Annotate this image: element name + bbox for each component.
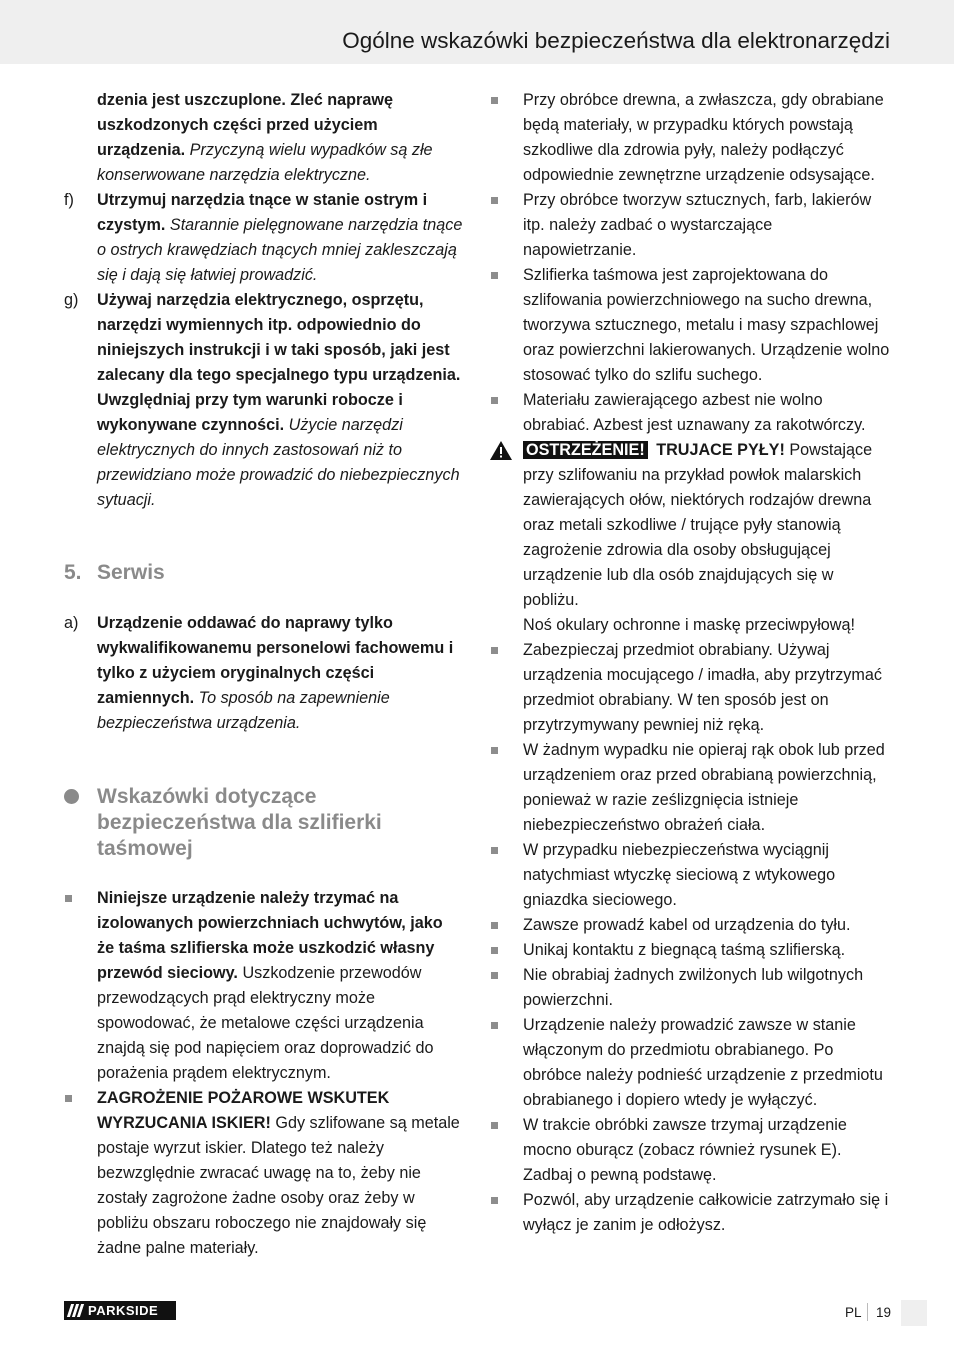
item-text: Przy obróbce tworzyw sztucznych, farb, lakierów itp. należy zadbać o wystarczające napowietrzanie.	[523, 191, 872, 259]
bullet-square-icon	[491, 847, 498, 854]
language-code: PL	[845, 1305, 862, 1320]
bullet-square-icon	[491, 197, 498, 204]
item-text: Szlifierka taśmowa jest zaprojektowana do szlifowania powierzchniowego na sucho drewna, tworzywa sztucznego, metalu i masy szpachlowej oraz powierzchni lakierowanych. Urządzenie wolno stosować tylko do szlifu suchego.	[523, 266, 890, 384]
item-italic-text: Starannie pielęgnowane narzędzia tnące o ostrych krawędziach tnących mniej zakleszczają się i dają się łatwiej prowadzić.	[97, 216, 463, 284]
right-column	[490, 88, 890, 1238]
list-item	[490, 638, 890, 738]
section-heading-serwis	[64, 560, 464, 586]
list-item	[490, 263, 890, 388]
footer-gray-box	[901, 1300, 927, 1326]
item-text: W trakcie obróbki zawsze trzymaj urządzenie mocno oburącz (zobacz również rysunek E). Zadbaj o pewną podstawę.	[523, 1116, 847, 1184]
item-label: a)	[64, 614, 79, 632]
list-item-a	[64, 611, 464, 736]
parkside-logo	[64, 1301, 176, 1320]
warning-label: OSTRZEŻENIE!	[523, 441, 648, 459]
list-item	[490, 388, 890, 438]
list-item	[490, 938, 890, 963]
footer-divider	[867, 1303, 868, 1321]
item-bold-text: ZAGROŻENIE POŻAROWE WSKUTEK WYRZUCANIA ISKIER!	[97, 1089, 390, 1132]
item-text: Materiału zawierającego azbest nie wolno obrabiać. Azbest jest uznawany za rakotwórczy.	[523, 391, 866, 434]
list-item	[490, 188, 890, 263]
item-bold-text: Urządzenie oddawać do naprawy tylko wykwalifikowanemu personelowi fachowemu i tylko z użyciem oryginalnych części zamiennych.	[97, 614, 454, 707]
list-item-continued	[64, 88, 464, 188]
item-label: f)	[64, 191, 74, 209]
item-text: Zawsze prowadź kabel od urządzenia do tyłu.	[523, 916, 851, 934]
item-text: Przy obróbce drewna, a zwłaszcza, gdy obrabiane będą materiały, w przypadku których powstają szkodliwe dla zdrowia pyły, należy podłączyć odpowiednie zewnętrzne urządzenie odsysające.	[523, 91, 884, 184]
logo-stripes-icon	[64, 1301, 86, 1320]
item-bold-text: dzenia jest uszczuplone. Zleć naprawę uszkodzonych części przed użyciem urządzenia.	[97, 91, 393, 159]
page-number: 19	[876, 1305, 892, 1320]
item-bold-text: Używaj narzędzia elektrycznego, osprzętu, narzędzi wymiennych itp. odpowiednio do niniejszych instrukcji i w taki sposób, jaki jest zalecany dla tego specjalnego typu urządzenia. Uwzględniaj przy tym warunki robocze i wykonywane czynności.	[97, 291, 461, 434]
list-item	[490, 1013, 890, 1113]
section-number: 5.	[64, 561, 82, 584]
item-bold-text: Utrzymuj narzędzia tnące w stanie ostrym i czystym.	[97, 191, 428, 234]
bullet-square-icon	[491, 1197, 498, 1204]
item-text: Zabezpieczaj przedmiot obrabiany. Używaj urządzenia mocującego / imadła, aby przytrzymać przedmiot obrabiany. W ten sposób jest on przytrzymywany pewniej niż ręką.	[523, 641, 882, 734]
page-title: Ogólne wskazówki bezpieczeństwa dla elektronarzędzi	[342, 28, 890, 53]
list-item	[490, 1188, 890, 1238]
bullet-square-icon	[491, 972, 498, 979]
bullet-square-icon	[491, 1022, 498, 1029]
item-text: Gdy szlifowane są metale postaje wyrzut iskier. Dlatego też należy bezwzględnie zwracać uwagę na to, żeby nie zostały zagrożone żadne osoby oraz żeby w pobliżu obszaru roboczego nie znajdowały się żadne palne materiały.	[97, 1114, 460, 1257]
item-italic-text: To sposób na zapewnienie bezpieczeństwa urządzenia.	[97, 689, 390, 732]
bullet-square-icon	[491, 97, 498, 104]
item-text: Unikaj kontaktu z biegnącą taśmą szlifierską.	[523, 941, 846, 959]
list-item-b2	[64, 1086, 464, 1261]
list-item	[490, 1113, 890, 1188]
item-text: W żadnym wypadku nie opieraj rąk obok lub przed urządzeniem oraz przed obrabianą powierzchnią, ponieważ w razie ześlizgnięcia istnieje niebezpieczeństwo obrażeń ciała.	[523, 741, 885, 834]
item-italic-text: Użycie narzędzi elektrycznych do innych zastosowań niż to przewidziano może prowadzić do niebezpiecznych sytuacji.	[97, 416, 460, 509]
list-item	[490, 738, 890, 838]
warning-text: Powstające przy szlifowaniu na przykład powłok malarskich zawierających ołów, niektórych rodzajów drewna oraz metali szkodliwe / trujące pyły stanowią zagrożenie zdrowia dla osoby obsługującej urządzenie lub dla osób znajdujących się w pobliżu.	[523, 441, 873, 609]
logo-text: PARKSIDE	[88, 1303, 159, 1318]
item-text: Urządzenie należy prowadzić zawsze w stanie włączonym do przedmiotu obrabianego. Po obróbce należy podnieść urządzenie z przedmiotu obrabianego i dopiero wtedy je wyłączyć.	[523, 1016, 883, 1109]
bullet-square-icon	[65, 1095, 72, 1102]
bullet-square-icon	[491, 272, 498, 279]
section-title: Wskazówki dotyczące bezpieczeństwa dla szlifierki taśmowej	[97, 785, 382, 860]
item-text: W przypadku niebezpieczeństwa wyciągnij natychmiast wtyczkę sieciową z wtykowego gniazdka sieciowego.	[523, 841, 836, 909]
bullet-square-icon	[491, 947, 498, 954]
item-italic-text: Przyczyną wielu wypadków są złe konserwowane narzędzia elektryczne.	[97, 141, 433, 184]
bullet-square-icon	[65, 895, 72, 902]
bullet-square-icon	[491, 397, 498, 404]
bullet-square-icon	[491, 747, 498, 754]
list-item	[490, 88, 890, 188]
bullet-circle-icon	[64, 789, 79, 804]
bullet-square-icon	[491, 922, 498, 929]
list-item	[490, 838, 890, 913]
item-text: Pozwól, aby urządzenie całkowicie zatrzymało się i wyłącz je zanim je odłożysz.	[523, 1191, 889, 1234]
item-text: Uszkodzenie przewodów przewodzących prąd elektryczny może spowodować, że metalowe części urządzenia znajdą się pod napięciem oraz doprowadzić do porażenia prądem elektrycznym.	[97, 964, 434, 1082]
list-item	[490, 913, 890, 938]
item-label: g)	[64, 291, 79, 309]
warning-item	[490, 438, 890, 638]
list-item-g	[64, 288, 464, 513]
section-title: Serwis	[97, 561, 165, 584]
left-column	[64, 88, 464, 1261]
warning-bold-text: TRUJACE PYŁY!	[656, 441, 785, 459]
list-item-f	[64, 188, 464, 288]
warning-text-2: Noś okulary ochronne i maskę przeciwpyłową!	[523, 616, 855, 634]
list-item	[490, 963, 890, 1013]
warning-triangle-icon	[490, 441, 512, 468]
item-bold-text: Niniejsze urządzenie należy trzymać na izolowanych powierzchniach uchwytów, jako że taśma szlifierska może uszkodzić własny przewód sieciowy.	[97, 889, 443, 982]
list-item-b1	[64, 886, 464, 1086]
bullet-square-icon	[491, 647, 498, 654]
item-text: Nie obrabiaj żadnych zwilżonych lub wilgotnych powierzchni.	[523, 966, 864, 1009]
bullet-square-icon	[491, 1122, 498, 1129]
section-heading-grinder-safety	[64, 784, 464, 862]
